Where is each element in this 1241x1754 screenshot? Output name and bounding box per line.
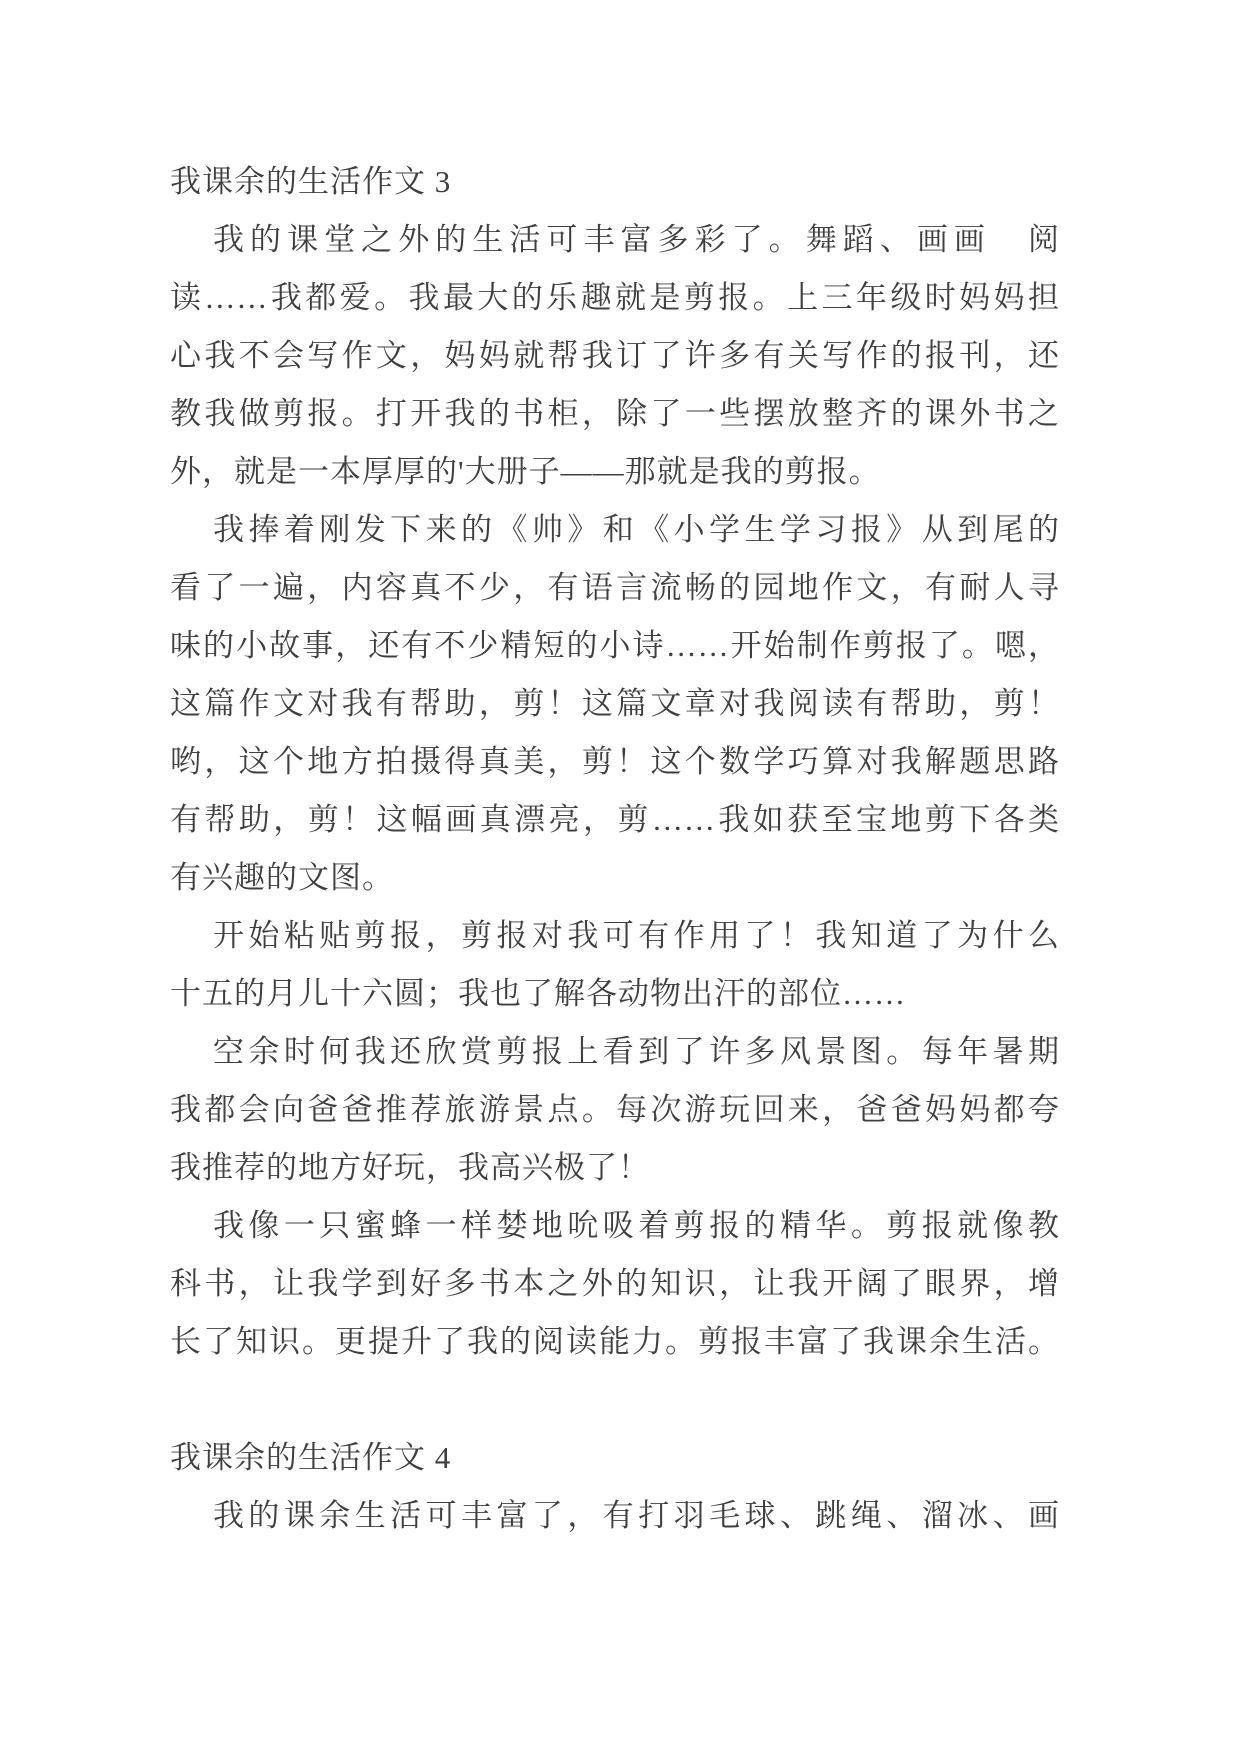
text-line: 我的课堂之外的生活可丰富多彩了。舞蹈、画画 阅 [213,222,1060,257]
text-line: 教我做剪报。打开我的书柜，除了一些摆放整齐的课外书之 [170,396,1060,431]
text-line: 科书，让我学到好多书本之外的知识，让我开阔了眼界，增 [170,1266,1060,1301]
text-line: 读……我都爱。我最大的乐趣就是剪报。上三年级时妈妈担 [170,280,1060,315]
text-line: 我的课余生活可丰富了，有打羽毛球、跳绳、溜冰、画 [213,1498,1060,1533]
text-line: 有兴趣的文图。 [170,860,394,895]
text-line: 我都会向爸爸推荐旅游景点。每次游玩回来，爸爸妈妈都夸 [170,1092,1060,1127]
document-body [170,153,1060,1545]
text-line: 有帮助，剪！这幅画真漂亮，剪……我如获至宝地剪下各类 [170,802,1060,837]
text-line: 我像一只蜜蜂一样婪地吮吸着剪报的精华。剪报就像教 [213,1208,1060,1243]
blank-line [170,1371,1060,1429]
text-line: 长了知识。更提升了我的阅读能力。剪报丰富了我课余生活。 [170,1324,1060,1359]
text-line: 看了一遍，内容真不少，有语言流畅的园地作文，有耐人寻 [170,570,1060,605]
text-line: 味的小故事，还有不少精短的小诗……开始制作剪报了。嗯， [170,628,1060,663]
text-line: 这篇作文对我有帮助，剪！这篇文章对我阅读有帮助，剪！ [170,686,1060,721]
text-line: 哟，这个地方拍摄得真美，剪！这个数学巧算对我解题思路 [170,744,1060,779]
text-line: 空余时何我还欣赏剪报上看到了许多风景图。每年暑期 [213,1034,1060,1069]
section-heading: 我课余的生活作文 4 [170,1440,452,1475]
text-line: 开始粘贴剪报，剪报对我可有作用了！我知道了为什么 [213,918,1060,953]
text-line: 心我不会写作文，妈妈就帮我订了许多有关写作的报刊，还 [170,338,1060,373]
text-line: 外，就是一本厚厚的'大册子——那就是我的剪报。 [170,454,881,489]
text-line: 我捧着刚发下来的《帅》和《小学生学习报》从到尾的 [213,512,1060,547]
text-line: 我推荐的地方好玩，我高兴极了！ [170,1150,650,1185]
text-line: 十五的月儿十六圆；我也了解各动物出汗的部位…… [170,976,906,1011]
section-heading: 我课余的生活作文 3 [170,164,452,199]
